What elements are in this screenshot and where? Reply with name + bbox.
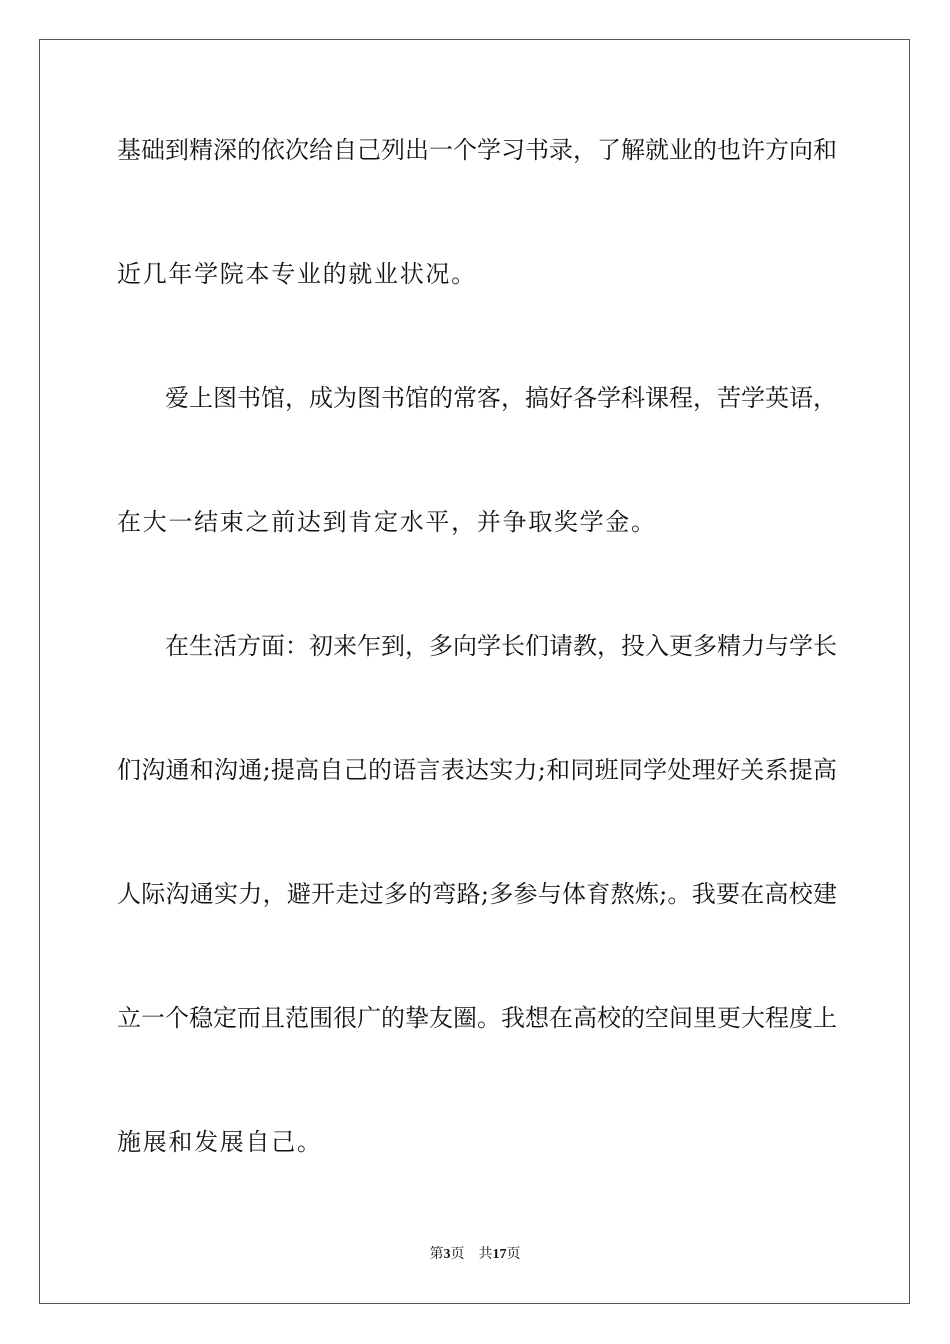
total-pages-prefix: 共 — [478, 1247, 493, 1262]
total-pages-suffix: 页 — [506, 1247, 521, 1262]
page-footer — [0, 1246, 950, 1264]
paragraph-line: 在大一结束之前达到肯定水平，并争取奖学金。 — [117, 508, 657, 536]
paragraph-line: 在生活方面：初来乍到，多向学长们请教，投入更多精力与学长 — [165, 632, 837, 660]
paragraph-line: 立一个稳定而且范围很广的挚友圈。我想在高校的空间里更大程度上 — [117, 1004, 837, 1032]
total-pages: 17 — [492, 1247, 507, 1262]
paragraph-line: 爱上图书馆，成为图书馆的常客，搞好各学科课程，苦学英语， — [165, 384, 837, 412]
paragraph-line: 施展和发展自己。 — [117, 1128, 323, 1156]
paragraph-line: 近几年学院本专业的就业状况。 — [117, 260, 477, 288]
paragraph-line: 们沟通和沟通;提高自己的语言表达实力;和同班同学处理好关系提高 — [117, 756, 837, 784]
page-number-prefix: 第 — [429, 1247, 444, 1262]
page-frame — [39, 39, 910, 1304]
page-number: 3 — [443, 1247, 451, 1262]
paragraph-line: 基础到精深的依次给自己列出一个学习书录，了解就业的也许方向和 — [117, 136, 837, 164]
paragraph-line: 人际沟通实力，避开走过多的弯路;多参与体育熬炼;。我要在高校建 — [117, 880, 837, 908]
page-number-suffix: 页 — [450, 1247, 465, 1262]
